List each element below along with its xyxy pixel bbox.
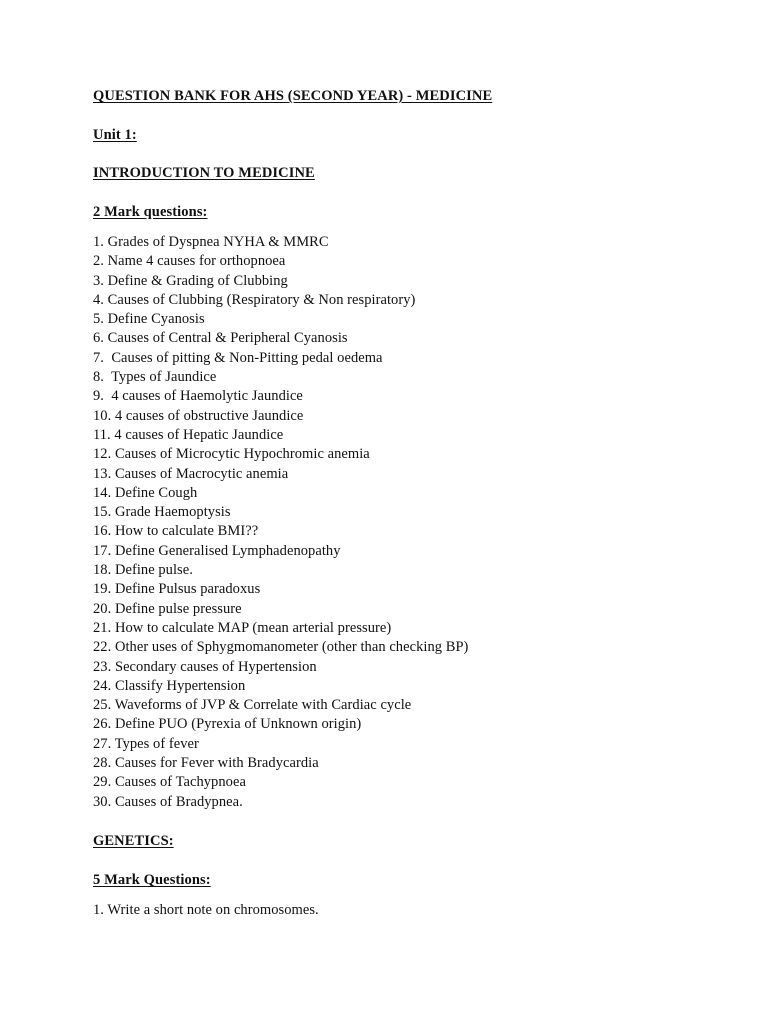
question-item: 16. How to calculate BMI??: [93, 523, 259, 540]
question-list-genetics: [93, 901, 319, 920]
question-item: 3. Define & Grading of Clubbing: [93, 272, 288, 289]
question-item: 17. Define Generalised Lymphadenopathy: [93, 542, 341, 559]
question-item: 26. Define PUO (Pyrexia of Unknown origin): [93, 716, 362, 733]
question-item: 24. Classify Hypertension: [93, 677, 246, 694]
question-item: 2. Name 4 causes for orthopnoea: [93, 253, 286, 270]
section-heading-genetics: GENETICS:: [93, 833, 174, 849]
section-subheading-2-mark: 2 Mark questions:: [93, 204, 208, 220]
question-item: 28. Causes for Fever with Bradycardia: [93, 755, 319, 772]
question-item: 20. Define pulse pressure: [93, 600, 242, 617]
question-item: 6. Causes of Central & Peripheral Cyanosis: [93, 330, 348, 347]
question-item: 21. How to calculate MAP (mean arterial pressure): [93, 619, 392, 636]
section-subheading-5-mark: 5 Mark Questions:: [93, 872, 211, 888]
question-item: 5. Define Cyanosis: [93, 311, 205, 328]
question-item: 14. Define Cough: [93, 484, 198, 501]
question-item: 23. Secondary causes of Hypertension: [93, 658, 317, 675]
question-item: 22. Other uses of Sphygmomanometer (other than checking BP): [93, 639, 469, 656]
document-title: QUESTION BANK FOR AHS (SECOND YEAR) - MEDICINE: [93, 88, 493, 104]
question-item: 11. 4 causes of Hepatic Jaundice: [93, 426, 284, 443]
question-item: 27. Types of fever: [93, 735, 199, 752]
unit-label: Unit 1:: [93, 127, 137, 143]
question-item: 30. Causes of Bradypnea.: [93, 793, 243, 810]
question-item: 25. Waveforms of JVP & Correlate with Cardiac cycle: [93, 697, 412, 714]
question-item: 4. Causes of Clubbing (Respiratory & Non respiratory): [93, 291, 416, 308]
question-item: 18. Define pulse.: [93, 562, 193, 579]
question-item: 12. Causes of Microcytic Hypochromic anemia: [93, 446, 370, 463]
question-item: 29. Causes of Tachypnoea: [93, 774, 246, 791]
question-list-introduction: [93, 233, 468, 812]
question-item: 9. 4 causes of Haemolytic Jaundice: [93, 388, 303, 405]
question-item: 1. Grades of Dyspnea NYHA & MMRC: [93, 234, 329, 250]
question-item: 1. Write a short note on chromosomes.: [93, 902, 319, 918]
question-item: 19. Define Pulsus paradoxus: [93, 581, 261, 598]
section-heading-introduction: INTRODUCTION TO MEDICINE: [93, 165, 315, 181]
question-item: 7. Causes of pitting & Non-Pitting pedal oedema: [93, 349, 383, 366]
question-item: 8. Types of Jaundice: [93, 369, 217, 386]
question-item: 13. Causes of Macrocytic anemia: [93, 465, 289, 482]
question-item: 10. 4 causes of obstructive Jaundice: [93, 407, 304, 424]
question-item: 15. Grade Haemoptysis: [93, 504, 231, 521]
